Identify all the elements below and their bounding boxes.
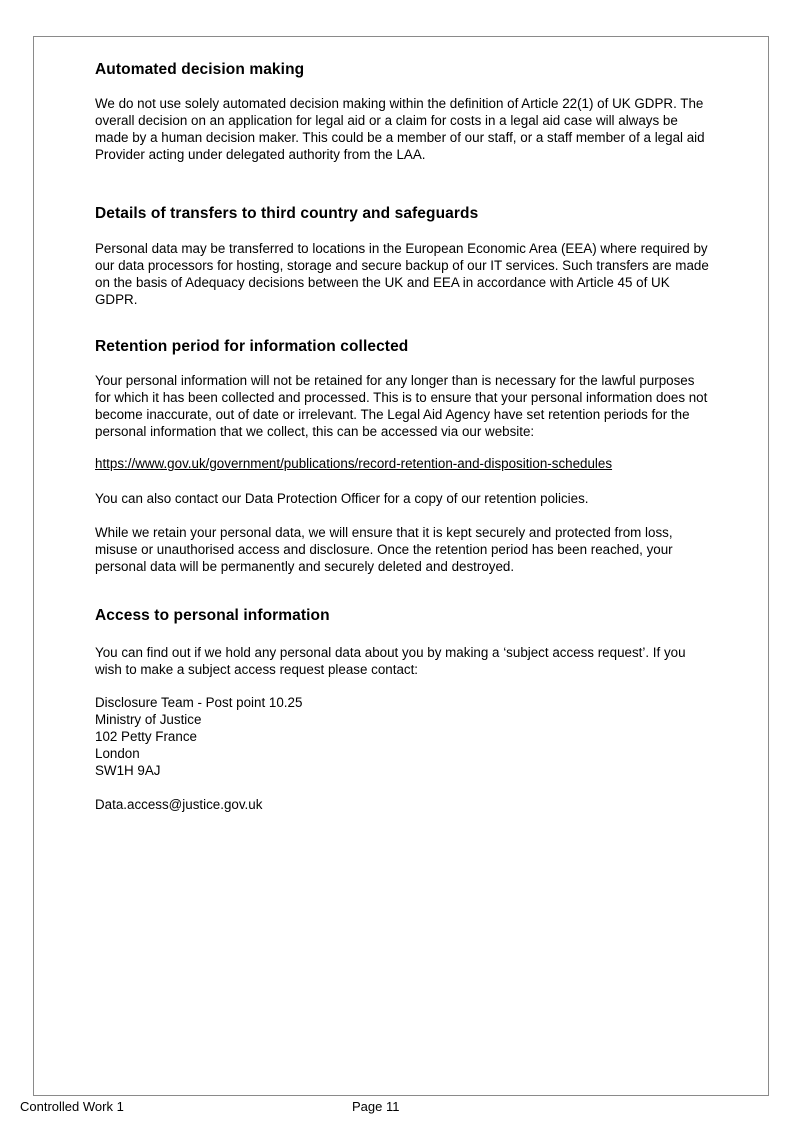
address-line-city: London	[95, 746, 140, 761]
heading-access-personal-information: Access to personal information	[95, 607, 330, 624]
retention-schedules-link[interactable]: https://www.gov.uk/government/publications/record-retention-and-disposition-schedules	[95, 456, 613, 471]
page-footer	[0, 1099, 800, 1119]
heading-retention-period: Retention period for information collected	[95, 338, 409, 355]
heading-transfers-third-country: Details of transfers to third country and safeguards	[95, 205, 479, 222]
paragraph-transfers-third-country: Personal data may be transferred to locations in the European Economic Area (EEA) where required by our data processors for hosting, storage and secure backup of our IT services. Such transfers are made on the basis of Adequacy decisions between the UK and EEA in accordance with Article 45 of UK GDPR.	[95, 241, 709, 307]
address-line-postcode: SW1H 9AJ	[95, 763, 161, 778]
footer-doc-name: Controlled Work 1	[20, 1099, 124, 1114]
heading-automated-decision-making: Automated decision making	[95, 61, 305, 78]
paragraph-automated-decision-making: We do not use solely automated decision making within the definition of Article 22(1) of UK GDPR. The overall decision on an application for legal aid or a claim for costs in a legal aid case will always be made by a human decision maker. This could be a member of our staff, or a staff member of a legal aid Provider acting under delegated authority from the LAA.	[95, 96, 705, 162]
link-row	[95, 455, 709, 473]
address-line-ministry: Ministry of Justice	[95, 712, 202, 727]
paragraph-contact-dpo: You can also contact our Data Protection Officer for a copy of our retention policies.	[95, 491, 589, 506]
email-address: Data.access@justice.gov.uk	[95, 797, 263, 812]
paragraph-subject-access-request: You can find out if we hold any personal data about you by making a ‘subject access request’. If you wish to make a subject access request please contact:	[95, 645, 686, 677]
address-line-disclosure-team: Disclosure Team - Post point 10.25	[95, 695, 303, 710]
document-content	[95, 37, 709, 813]
page-border	[33, 36, 769, 1096]
address-line-street: 102 Petty France	[95, 729, 197, 744]
postal-address	[95, 694, 709, 779]
paragraph-secure-retention: While we retain your personal data, we will ensure that it is kept securely and protected from loss, misuse or unauthorised access and disclosure. Once the retention period has been reached, your personal data will be permanently and securely deleted and destroyed.	[95, 525, 673, 574]
paragraph-retention-period: Your personal information will not be retained for any longer than is necessary for the lawful purposes for which it has been collected and processed. This is to ensure that your personal information does not become inaccurate, out of date or irrelevant. The Legal Aid Agency have set retention periods for the personal information that we collect, this can be accessed via our website:	[95, 373, 708, 439]
footer-page-number: Page 11	[352, 1099, 400, 1114]
